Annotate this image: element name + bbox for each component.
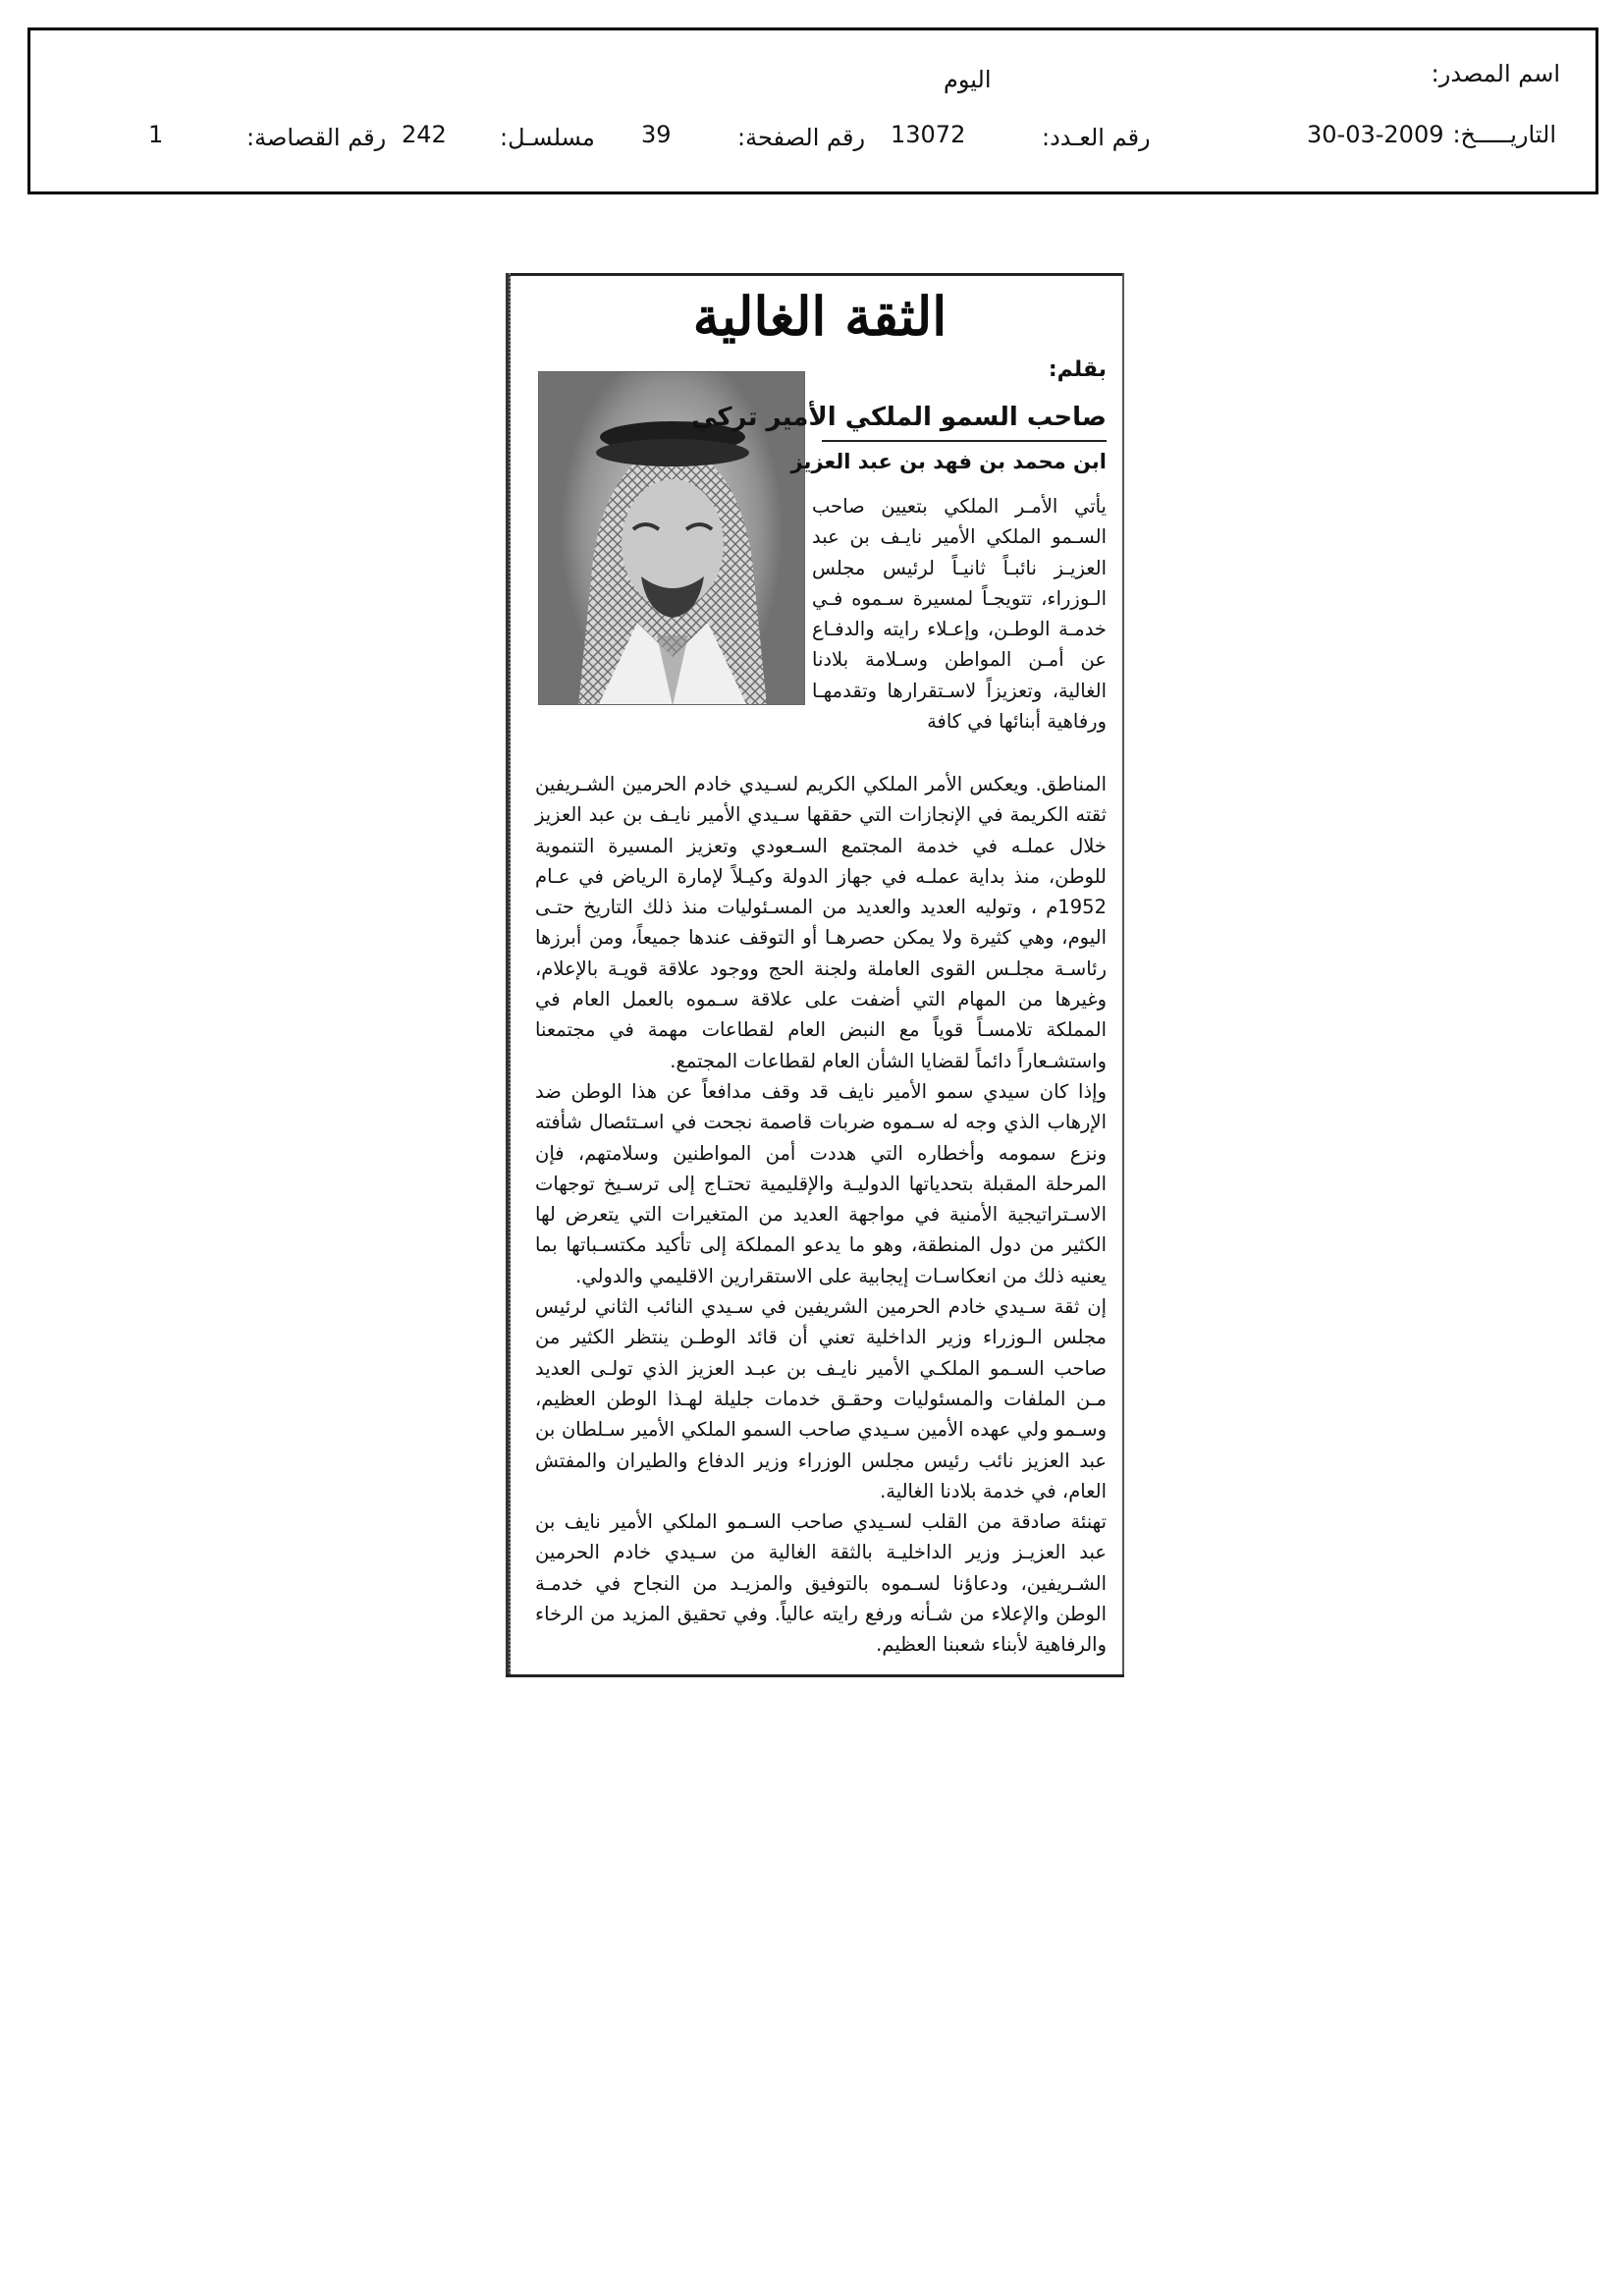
newspaper-clipping [506, 273, 1124, 1677]
page-label: رقم الصفحة: [737, 124, 866, 151]
serial-label: مسلسـل: [500, 124, 595, 151]
issue-value: 13072 [891, 121, 966, 148]
clipping-left-rule [506, 273, 511, 1677]
serial-value: 242 [402, 121, 447, 148]
author-name-line-2: ابن محمد بن فهد بن عبد العزيز [790, 450, 1107, 473]
issue-label: رقم العـدد: [1042, 124, 1151, 151]
article-headline: الثقة الغالية [692, 285, 947, 348]
date-label: التاريـــــخ: [1452, 121, 1556, 148]
intro-paragraph: يأتي الأمـر الملكي بتعيين صاحب السـمو الملكي الأمير نايـف بن عبد العزيـز نائبـاً ثانيـاً لرئيس مجلس الـوزراء، تتويجـاً لمسيرة سـموه فـي خدمـة الوطـن، وإعـلاء رايته والدفـاع عن أمـن المواطن وسـلامة بلادنا الغالية، وتعزيزاً لاسـتقرارها وتقدمهـا ورفاهية أبنائها في كافة [812, 495, 1107, 734]
source-label: اسم المصدر: [1431, 60, 1560, 87]
clip-number-label: رقم القصاصة: [246, 124, 387, 151]
clip-number-value: 1 [148, 121, 164, 148]
byline-label: بقلم: [1048, 357, 1107, 382]
paragraph-4: تهنئة صادقة من القلب لسـيدي صاحب السـمو الملكي الأمير نايف بن عبد العزيـز وزير الداخليـة بالثقة الغالية من سـيدي خادم الحرمين الشـريفين، ودعاؤنا لسـموه بالتوفيق والمزيـد من النجاح في خدمـة الوطن والإعلاء من شـأنه ورفع رايته عالياً. وفي تحقيق المزيد من الرخاء والرفاهية لأبناء شعبنا العظيم. [535, 1510, 1107, 1657]
page-value: 39 [641, 121, 672, 148]
paragraph-3: إن ثقة سـيدي خادم الحرمين الشريفين في سـيدي النائب الثاني لرئيس مجلس الـوزراء وزير الداخلية تعني أن قائد الوطـن ينتظر الكثير من صاحب السـمو الملكـي الأمير نايـف بن عبـد العزيز الذي تولـى العديد مـن الملفات والمسئوليات وحقـق خدمات جليلة لهـذا الوطن العظيم، وسـمو ولي عهده الأمين سـيدي صاحب السمو الملكي الأمير سـلطان بن عبد العزيز نائب رئيس مجلس الوزراء وزير الدفاع والطيران والمفتش العام، في خدمة بلادنا الغالية. [535, 1295, 1107, 1503]
clipping-bottom-rule [506, 1674, 1124, 1677]
clipping-top-rule [506, 273, 1124, 276]
paragraph-2: وإذا كان سيدي سمو الأمير نايف قد وقف مدافعاً عن هذا الوطن ضد الإرهاب الذي وجه له سـموه ضربات قاصمة نجحت في اسـتئصال شأفته ونزع سمومه وأخطاره التي هددت أمن المواطنين وسلامتهم، فإن المرحلة المقبلة بتحدياتها الدوليـة والإقليمية تحتـاج إلى ترسـيخ توجهات الاسـتراتيجية الأمنية في مواجهة العديد من المتغيرات التي يتعرض لها الكثير من دول المنطقة، وهو ما يدعو المملكة إلى تأكيد مكتسـباتها بما يعنيه ذلك من انعكاسـات إيجابية على الاستقرارين الاقليمي والدولي. [535, 1079, 1107, 1287]
source-value: اليوم [944, 66, 992, 93]
clipping-right-rule [1122, 273, 1124, 1677]
author-name-line-1: صاحب السمو الملكي الأمير تركي [691, 403, 1107, 432]
date-value: 30-03-2009 [1307, 121, 1444, 148]
article-body [535, 769, 1107, 1661]
clipping-metadata-header [27, 27, 1598, 194]
paragraph-1-continued: المناطق. ويعكس الأمر الملكي الكريم لسـيدي خادم الحرمين الشـريفين ثقته الكريمة في الإنجازات التي حققها سـيدي الأمير نايـف بن عبد العزيز خلال عملـه في خدمة المجتمع السـعودي وتعزيز المسيرة التنموية للوطن، منذ بداية عملـه في جهاز الدولة وكيـلاً لإمارة الرياض في عـام 1952م ، وتوليه العديد والعديد من المسـئوليات منذ ذلك التاريخ حتـى اليوم، وهي كثيرة ولا يمكن حصرهـا أو التوقف عندها جميعاً، ومن أبرزها رئاسـة مجلـس القوى العاملة ولجنة الحج ووجود علاقة قويـة بالإعلام، وغيرها من المهام التي أضفت على علاقة سـموه بالعمل العام في المملكة تلامسـاً قوياً مع النبض العام لقطاعات مهمة في مجتمعنا واستشـعاراً دائماً لقضايا الشأن العام لقطاعات المجتمع. [535, 773, 1107, 1072]
article-intro-column [812, 491, 1107, 737]
byline-divider [822, 440, 1107, 442]
